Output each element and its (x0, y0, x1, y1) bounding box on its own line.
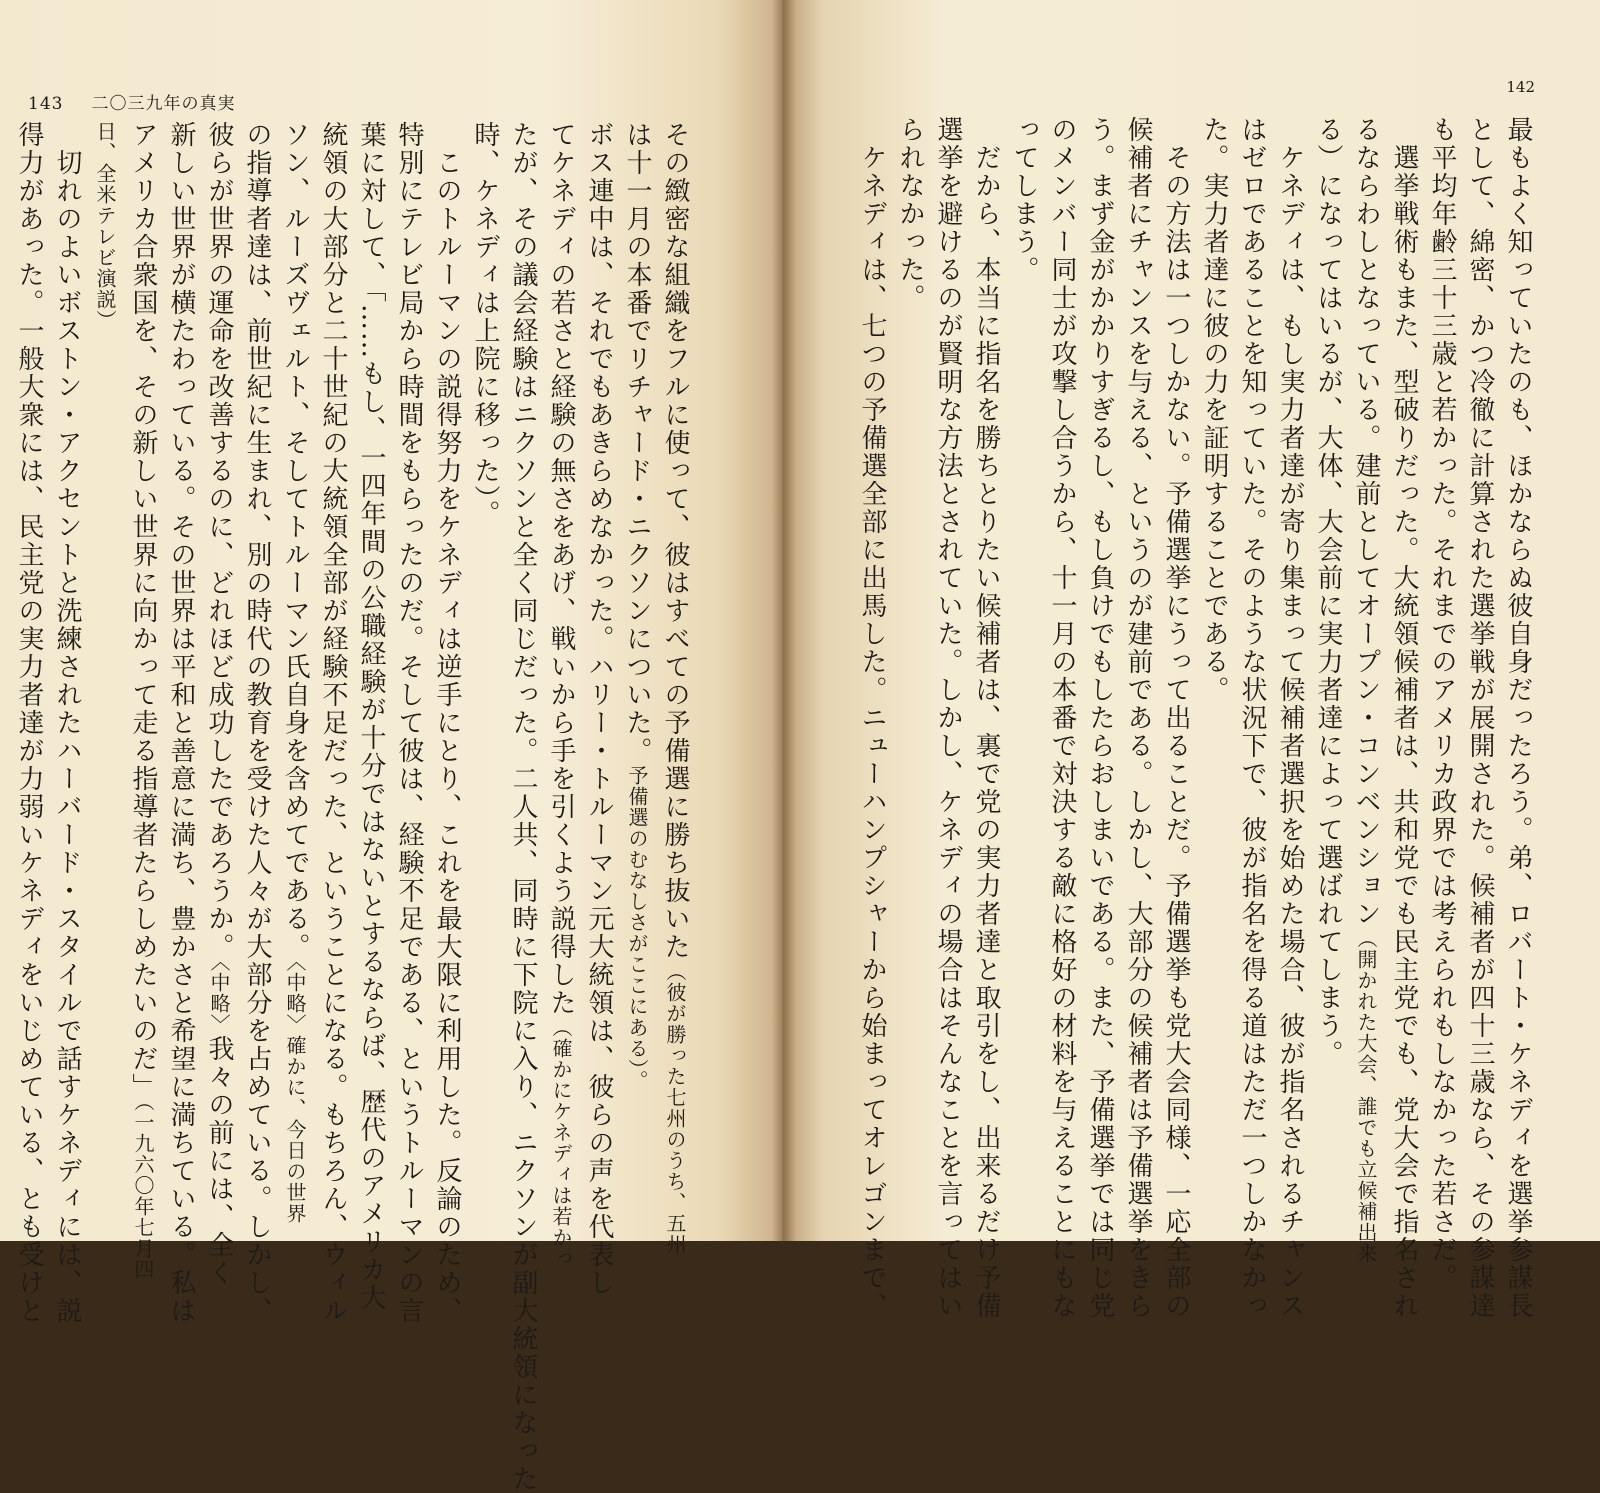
text-column: 統領の大部分と二十世紀の大統領全部が経験不足だった、ということになる。もちろん、ウィル (318, 121, 348, 1325)
text-column: も平均年齢三十三歳と若かった。それまでのアメリカ政界では考えられもしなかった若さだ。 (1427, 116, 1457, 1292)
running-head (28, 89, 235, 114)
text-column: 彼らが世界の運命を改善するのに、どれほど成功したであろうか。〈中略〉我々の前には、全く (204, 121, 234, 1287)
text-column: 日、全米テレビ演説） (93, 121, 117, 331)
text-column: 候補者にチャンスを与える、というのが建前である。しかし、大部分の候補者は予備選挙をきら (1123, 116, 1153, 1320)
book-gutter (772, 0, 796, 1241)
inline-note: （彼が勝った七州のうち、五州 (663, 961, 687, 1255)
left-page (0, 0, 782, 1493)
text-column: このトルーマンの説得努力をケネディは逆手にとり、これを最大限に利用した。反論のため、 (432, 121, 462, 1325)
text-column: 時、ケネディは上院に移った）。 (470, 121, 500, 528)
text-column: として、綿密、かつ冷徹に計算された選挙戦が展開された。候補者が四十三歳なら、その参謀達 (1465, 116, 1495, 1320)
text-column: てケネディの若さと経験の無さをあげ、戦いから手を引くよう説得した（確かにケネディは若かっ (546, 121, 576, 1269)
inline-note: 〈中略〉確かに、今日の世界 (283, 961, 307, 1224)
text-column: その方法は一つしかない。予備選挙にうって出ることだ。予備選挙も党大会同様、一応全部の (1161, 116, 1191, 1320)
text-column: う。まず金がかかりすぎるし、もし負けでもしたらおしまいである。また、予備選挙では同じ党 (1085, 116, 1115, 1320)
text-column: 選挙戦術もまた、型破りだった。大統領候補者は、共和党でも民主党でも、党大会で指名され (1389, 116, 1419, 1320)
text-column: ケネディは、七つの予備選全部に出馬した。ニューハンプシャーから始まってオレゴンまで、 (857, 116, 887, 1320)
text-column: だから、本当に指名を勝ちとりたい候補者は、裏で党の実力者達と取引をし、出来るだけ予備 (971, 116, 1001, 1320)
right-text-columns (815, 116, 1535, 1320)
inline-note: 〈中略〉 (207, 961, 231, 1035)
text-column: る）になってはいるが、大体、大会前に実力者達によって選ばれてしまう。 (1313, 116, 1343, 1068)
text-column: ケネディは、もし実力者達が寄り集まって候補者選択を始めた場合、彼が指名されるチャンス (1275, 116, 1305, 1320)
inline-note: （確かにケネディは若かっ (549, 1017, 573, 1269)
text-column: た。実力者達に彼の力を証明することである。 (1199, 116, 1229, 704)
left-text-columns (12, 121, 692, 1493)
text-column: その緻密な組織をフルに使って、彼はすべての予備選に勝ち抜いた（彼が勝った七州のうち、五州 (660, 121, 690, 1255)
text-column: 新しい世界が横たわっている。その世界は平和と善意に満ち、豊かさと希望に満ちている。私は (166, 121, 196, 1325)
inline-note: （開かれた大会、誰でも立候補出来 (1354, 928, 1378, 1264)
text-column: たが、その議会経験はニクソンと全く同じだった。二人共、同時に下院に入り、ニクソンが副大統領になった (508, 121, 538, 1493)
page-number: 142 (1506, 78, 1535, 96)
text-column: 得力があった。一般大衆には、民主党の実力者達が力弱いケネディをいじめている、とも受けと (14, 121, 44, 1325)
text-column: 最もよく知っていたのも、ほかならぬ彼自身だったろう。弟、ロバート・ケネディを選挙参謀長 (1503, 116, 1533, 1320)
text-column: られなかった。 (895, 116, 925, 312)
text-column: のメンバー同士が攻撃し合うから、十一月の本番で対決する敵に格好の材料を与えることにもな (1047, 116, 1077, 1320)
text-column: ってしまう。 (1009, 116, 1039, 284)
text-column: ボス連中は、それでもあきらめなかった。ハリー・トルーマン元大統領は、彼らの声を代表し (584, 121, 614, 1297)
text-column: 特別にテレビ局から時間をもらったのだ。そして彼は、経験不足である、というトルーマンの言 (394, 121, 424, 1325)
text-column: るならわしとなっている。建前としてオープン・コンベンション（開かれた大会、誰でも立候補出来 (1351, 116, 1381, 1264)
text-column: の指導者達は、前世紀に生まれ、別の時代の教育を受けた人々が大部分を占めている。しかし、 (242, 121, 272, 1325)
inline-note: （一九六〇年七月四 (131, 1101, 155, 1280)
page-number: 143 (28, 94, 64, 114)
inline-note: 予備選のむなしさがここにある）。 (625, 765, 649, 1091)
text-column: は十一月の本番でリチャード・ニクソンについた。予備選のむなしさがここにある）。 (622, 121, 652, 1091)
right-page (782, 0, 1600, 1320)
text-column: はゼロであることを知っていた。そのような状況下で、彼が指名を得る道はただ一つしかなかっ (1237, 116, 1267, 1320)
text-column: 葉に対して、「……もし、一四年間の公職経験が十分ではないとするならば、歴代のアメリカ大 (356, 121, 386, 1312)
text-column: ソン、ルーズヴェルト、そしてトルーマン氏自身を含めてである。〈中略〉確かに、今日の世界 (280, 121, 310, 1224)
text-column: アメリカ合衆国を、その新しい世界に向かって走る指導者たらしめたいのだ」（一九六〇年七月四 (128, 121, 158, 1280)
text-column: 切れのよいボストン・アクセントと洗練されたハーバード・スタイルで話すケネディには、説 (52, 121, 82, 1325)
running-title: 二〇三九年の真実 (91, 94, 236, 114)
text-column: 選挙を避けるのが賢明な方法とされていた。しかし、ケネディの場合はそんなことを言ってはい (933, 116, 963, 1320)
